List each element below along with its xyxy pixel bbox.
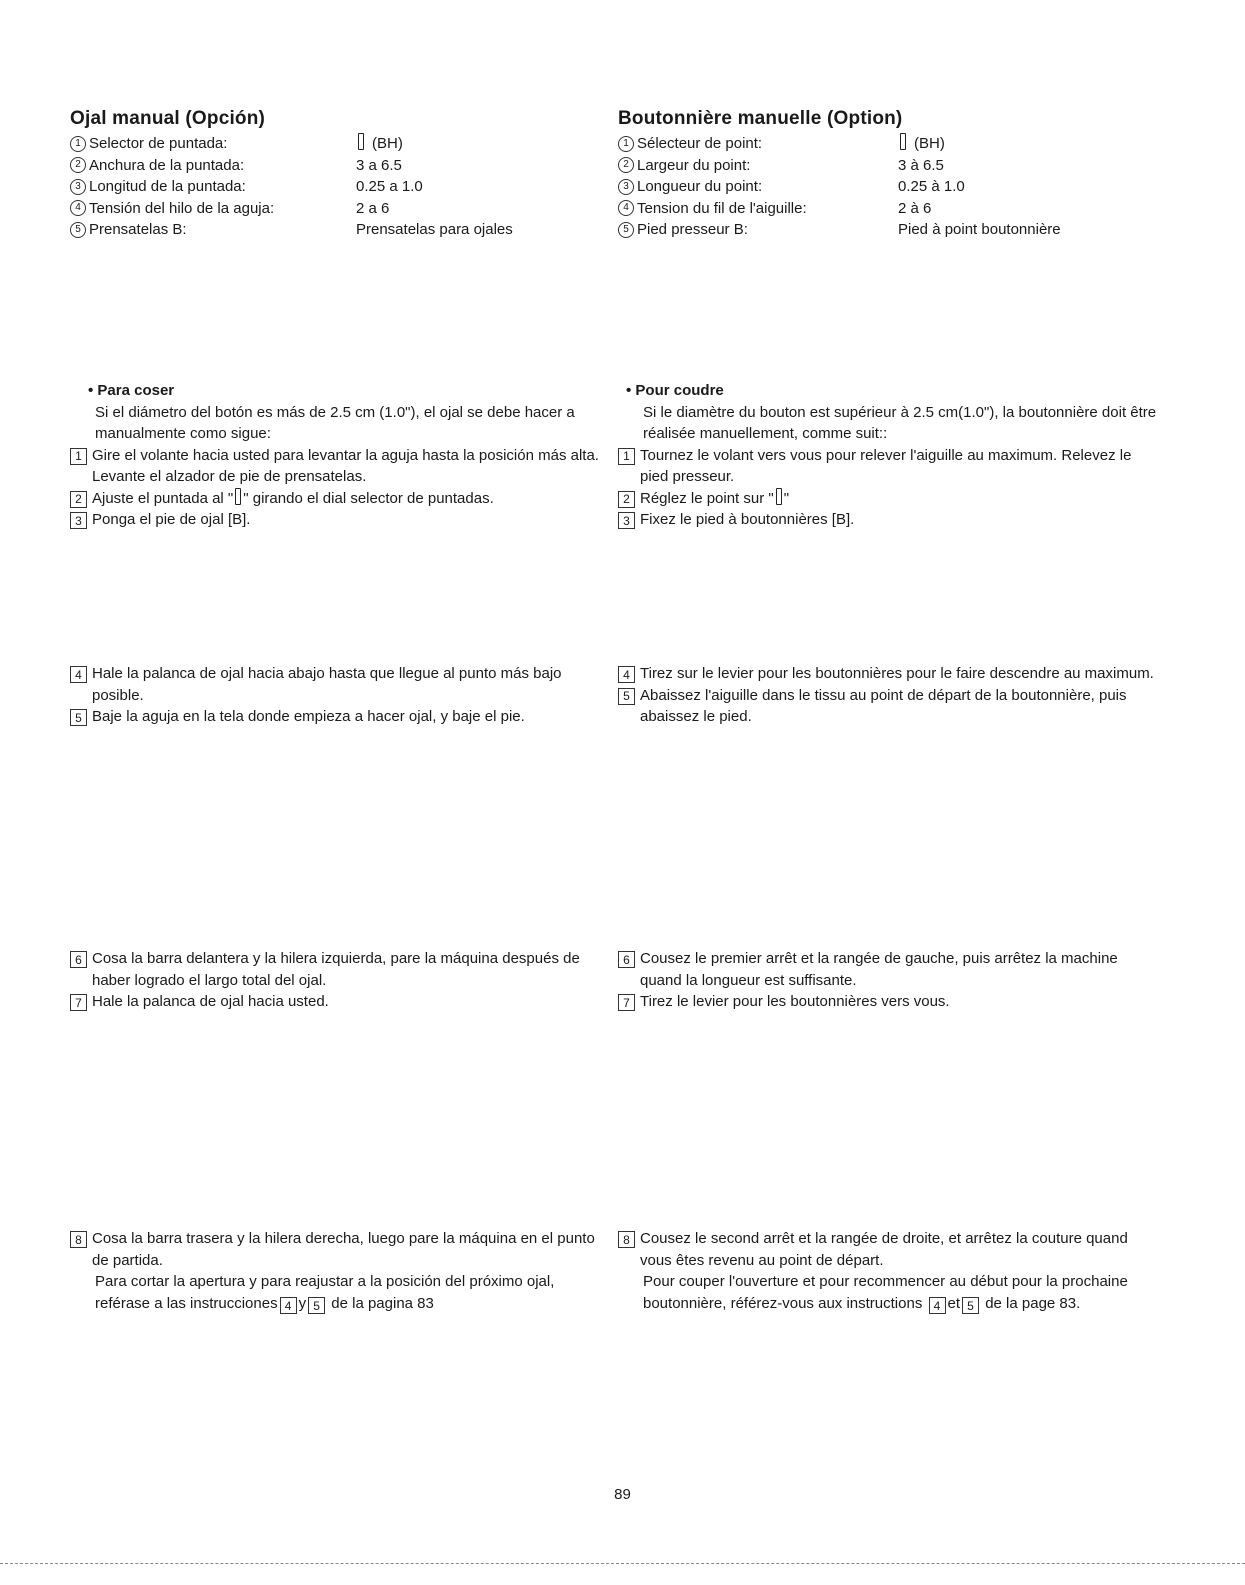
spec-label: Pied presseur B:: [637, 221, 748, 238]
step-7-es: 7 Hale la palanca de ojal hacia usted.: [70, 991, 600, 1013]
step-8-note-es: Para cortar la apertura y para reajustar a la posición del próximo ojal, reférase a las instrucciones 4 y 5 de la pagina 83: [95, 1273, 555, 1313]
spec-label: Longitud de la puntada:: [89, 178, 246, 195]
spec-label: Anchura de la puntada:: [89, 156, 245, 174]
sew-heading-es: • Para coser: [88, 382, 175, 399]
step-number-box: 1: [618, 448, 635, 465]
steps-6-7-es: [70, 948, 600, 1013]
spec-label: Tensión del hilo de la aguja:: [89, 199, 275, 217]
section-title-fr: Boutonnière manuelle (Option): [618, 108, 903, 129]
circled-number: 4: [618, 200, 634, 216]
section-title-es: Ojal manual (Opción): [70, 108, 266, 129]
step-ref-box: 4: [929, 1297, 946, 1314]
steps-6-7-fr: [618, 948, 1158, 1013]
step-5-es: 5 Baje la aguja en la tela donde empieza a hacer ojal, y baje el pie.: [70, 706, 600, 728]
step-3-fr: 3 Fixez le pied à boutonnières [B].: [618, 509, 1158, 531]
step-number-box: 2: [70, 491, 87, 508]
spec-row: [70, 133, 590, 155]
circled-number: 2: [70, 157, 86, 173]
step-number-box: 5: [70, 709, 87, 726]
spec-label: Selector de puntada:: [89, 135, 228, 152]
step-number-box: 3: [618, 512, 635, 529]
spec-value: 3 à 6.5: [898, 156, 944, 174]
buttonhole-stitch-icon: [776, 488, 782, 505]
spec-label: Largeur du point:: [637, 156, 751, 174]
spec-value: 3 a 6.5: [356, 156, 402, 174]
step-number-box: 3: [70, 512, 87, 529]
circled-number: 1: [70, 136, 86, 152]
circled-number: 5: [70, 222, 86, 238]
spec-value: Prensatelas para ojales: [356, 221, 513, 238]
spec-row: [618, 198, 1178, 220]
buttonhole-stitch-icon: [358, 133, 364, 150]
circled-number: 2: [618, 157, 634, 173]
spec-value: 2 à 6: [898, 199, 932, 217]
spec-value: 0.25 à 1.0: [898, 178, 965, 195]
sew-instructions-fr: [618, 380, 1158, 531]
spec-row: [70, 198, 590, 220]
spec-label: Tension du fil de l'aiguille:: [637, 199, 807, 217]
step-8-fr: 8 Cousez le second arrêt et la rangée de droite, et arrêtez la couture quand vous êtes revenu au point de départ.: [618, 1228, 1158, 1271]
step-number-box: 4: [618, 666, 635, 683]
step-1-fr: 1 Tournez le volant vers vous pour relever l'aiguille au maximum. Relevez le pied presseur.: [618, 445, 1158, 488]
page-bottom-rule: [0, 1563, 1245, 1564]
spec-value: Pied à point boutonnière: [898, 221, 1061, 238]
step-number-box: 8: [70, 1231, 87, 1248]
step-number-box: 6: [70, 951, 87, 968]
step-ref-box: 5: [308, 1297, 325, 1314]
sew-heading-fr: • Pour coudre: [626, 382, 724, 399]
step-6-es: 6 Cosa la barra delantera y la hilera izquierda, pare la máquina después de haber logrado el largo total del ojal.: [70, 948, 600, 991]
step-8-fr-block: [618, 1228, 1158, 1314]
step-8-es-block: [70, 1228, 600, 1314]
step-1-es: 1 Gire el volante hacia usted para levantar la aguja hasta la posición más alta. Levante el alzador de pie de prensatelas.: [70, 445, 600, 488]
spec-row: [618, 176, 1178, 198]
spec-label: Sélecteur de point:: [637, 135, 763, 152]
sew-intro-fr: Si le diamètre du bouton est supérieur à 2.5 cm(1.0"), la boutonnière doit être réalisée manuellement, comme suit::: [643, 403, 1157, 442]
spec-label: Prensatelas B:: [89, 221, 187, 238]
step-2-fr: 2 Réglez le point sur " ": [618, 488, 1158, 510]
step-number-box: 8: [618, 1231, 635, 1248]
sew-intro-es: Si el diámetro del botón es más de 2.5 cm (1.0"), el ojal se debe hacer a manualmente como sigue:: [95, 403, 575, 442]
step-number-box: 7: [70, 994, 87, 1011]
circled-number: 3: [70, 179, 86, 195]
spec-row: [618, 219, 1178, 241]
step-number-box: 6: [618, 951, 635, 968]
spec-row: [618, 155, 1178, 177]
spec-value: 0.25 a 1.0: [356, 178, 423, 195]
buttonhole-stitch-icon: [900, 133, 906, 150]
circled-number: 3: [618, 179, 634, 195]
step-8-es: 8 Cosa la barra trasera y la hilera derecha, luego pare la máquina en el punto de partida.: [70, 1228, 600, 1271]
step-number-box: 7: [618, 994, 635, 1011]
steps-4-5-es: [70, 663, 600, 728]
spec-label: Longueur du point:: [637, 178, 763, 195]
step-4-es: 4 Hale la palanca de ojal hacia abajo hasta que llegue al punto más bajo posible.: [70, 663, 600, 706]
french-spec-section: [618, 108, 1178, 241]
spec-row: [70, 176, 590, 198]
spec-row: [618, 133, 1178, 155]
spec-value: (BH): [898, 133, 945, 155]
step-ref-box: 5: [962, 1297, 979, 1314]
step-5-fr: 5 Abaissez l'aiguille dans le tissu au point de départ de la boutonnière, puis abaissez le pied.: [618, 685, 1158, 728]
step-6-fr: 6 Cousez le premier arrêt et la rangée de gauche, puis arrêtez la machine quand la longueur est suffisante.: [618, 948, 1158, 991]
spec-value: 2 a 6: [356, 199, 390, 217]
circled-number: 5: [618, 222, 634, 238]
spec-row: [70, 155, 590, 177]
sew-instructions-es: [70, 380, 600, 531]
circled-number: 4: [70, 200, 86, 216]
spec-row: [70, 219, 590, 241]
step-number-box: 1: [70, 448, 87, 465]
steps-4-5-fr: [618, 663, 1158, 728]
step-2-es: 2 Ajuste el puntada al " " girando el dial selector de puntadas.: [70, 488, 600, 510]
step-number-box: 4: [70, 666, 87, 683]
spec-list-es: [70, 133, 590, 241]
step-4-fr: 4 Tirez sur le levier pour les boutonnières pour le faire descendre au maximum.: [618, 663, 1158, 685]
step-7-fr: 7 Tirez le levier pour les boutonnières vers vous.: [618, 991, 1158, 1013]
step-number-box: 5: [618, 688, 635, 705]
step-3-es: 3 Ponga el pie de ojal [B].: [70, 509, 600, 531]
spanish-spec-section: [70, 108, 590, 241]
buttonhole-stitch-icon: [235, 488, 241, 505]
page-number: 89: [614, 1486, 631, 1503]
circled-number: 1: [618, 136, 634, 152]
step-8-note-fr: Pour couper l'ouverture et pour recommencer au début pour la prochaine boutonnière, référez-vous aux instructions 4 et 5 de la page 83.: [643, 1273, 1128, 1313]
spec-value: (BH): [356, 133, 403, 155]
step-ref-box: 4: [280, 1297, 297, 1314]
spec-list-fr: [618, 133, 1178, 241]
step-number-box: 2: [618, 491, 635, 508]
